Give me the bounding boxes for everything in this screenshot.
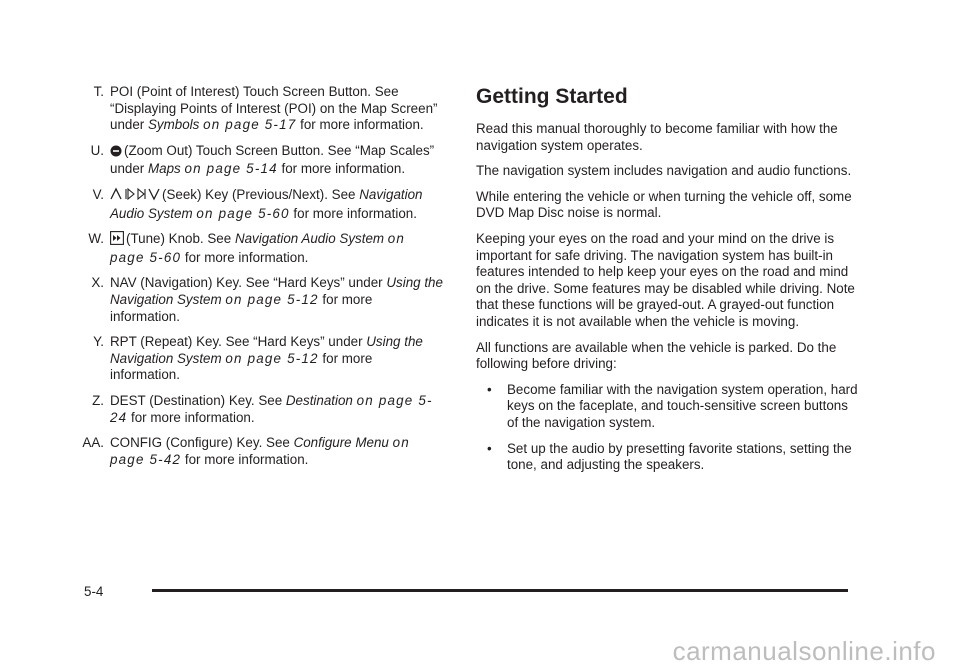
cross-reference-link[interactable]: Maps [147, 161, 181, 177]
item-text: RPT (Repeat) Key. See “Hard Keys” under Using the Navigation System on page 5-12 for more information. [110, 334, 423, 383]
paragraph: While entering the vehicle or when turning the vehicle off, some DVD Map Disc noise is normal. [476, 188, 852, 221]
item-letter: W. [88, 231, 104, 247]
list-item-u [72, 143, 444, 178]
item-text: (Seek) Key (Previous/Next). See Navigation Audio System on page 5-60 for more information. [110, 186, 423, 221]
page-reference[interactable]: on page 5-24 [110, 392, 433, 425]
list-item-w [72, 231, 444, 266]
item-letter: U. [90, 142, 104, 158]
list-item: • Become familiar with the navigation system operation, hard keys on the faceplate, and touch-sensitive screen buttons of the navigation system. [487, 381, 858, 430]
page-number: 5-4 [84, 584, 104, 599]
cross-reference-link[interactable]: Using the Navigation System [110, 275, 443, 307]
reference-list [72, 84, 444, 477]
item-text: (Zoom Out) Touch Screen Button. See “Map Scales” under Maps on page 5-14 for more information. [110, 142, 435, 177]
item-letter: V. [92, 186, 104, 202]
page-reference[interactable]: on page 5-17 [203, 117, 297, 133]
cross-reference-link[interactable]: Destination [285, 392, 353, 408]
bullet-list [476, 382, 860, 474]
page-reference[interactable]: on page 5-42 [110, 435, 410, 467]
cross-reference-link[interactable]: Navigation Audio System [234, 231, 385, 247]
getting-started-section [476, 84, 860, 483]
item-text: CONFIG (Configure) Key. See Configure Menu on page 5-42 for more information. [110, 435, 410, 467]
item-letter: X. [91, 275, 104, 291]
bullet-icon: • [487, 381, 492, 397]
page-reference[interactable]: on page 5-12 [225, 350, 319, 366]
list-item-v [72, 187, 444, 222]
list-item-aa [72, 435, 444, 468]
item-text: (Tune) Knob. See Navigation Audio System on page 5-60 for more information. [110, 231, 406, 265]
list-item-t [72, 84, 444, 134]
list-item-y [72, 334, 444, 384]
page-reference[interactable]: on page 5-14 [184, 161, 278, 177]
paragraph: The navigation system includes navigation and audio functions. [476, 163, 852, 179]
item-letter: AA. [82, 435, 104, 451]
item-text: DEST (Destination) Key. See Destination on page 5-24 for more information. [110, 392, 433, 425]
cross-reference-link[interactable]: Navigation Audio System [110, 186, 423, 221]
page-reference[interactable]: on page 5-12 [225, 291, 319, 307]
item-letter: Z. [92, 392, 104, 408]
item-text: POI (Point of Interest) Touch Screen Button. See “Displaying Points of Interest (POI) on the Map Screen” under Symbols on page 5-17 for more information. [110, 84, 438, 133]
cross-reference-link[interactable]: Using the Navigation System [110, 334, 423, 366]
item-text: NAV (Navigation) Key. See “Hard Keys” under Using the Navigation System on page 5-12 for more information. [110, 275, 443, 324]
item-letter: T. [93, 84, 104, 99]
footer-divider [152, 589, 848, 592]
list-item-z [72, 393, 444, 426]
paragraph: Keeping your eyes on the road and your mind on the drive is important for safe driving. The navigation system has built-in features intended to help keep your eyes on the road and mind on the drive. Some features may be disabled while driving. Note that these functions will be grayed-out. A grayed-out function indicates it is not available when the vehicle is moving. [476, 230, 855, 329]
list-item-x [72, 275, 444, 325]
page-reference[interactable]: on page 5-60 [110, 231, 406, 265]
section-title: Getting Started [476, 85, 628, 108]
item-letter: Y. [93, 334, 104, 350]
paragraph: Read this manual thoroughly to become familiar with how the navigation system operates. [476, 121, 838, 153]
seek-keys-icon [110, 187, 160, 206]
cross-reference-link[interactable]: Symbols [147, 117, 200, 133]
bullet-icon: • [487, 440, 492, 456]
paragraph: All functions are available when the vehicle is parked. Do the following before driving: [476, 339, 837, 372]
watermark: carmanualsonline.info [672, 636, 936, 666]
tune-knob-icon [110, 231, 124, 250]
page-reference[interactable]: on page 5-60 [196, 205, 290, 221]
cross-reference-link[interactable]: Configure Menu [293, 435, 389, 451]
zoom-out-icon [110, 145, 122, 162]
list-item: • Set up the audio by presetting favorite stations, setting the tone, and adjusting the speakers. [487, 440, 852, 473]
